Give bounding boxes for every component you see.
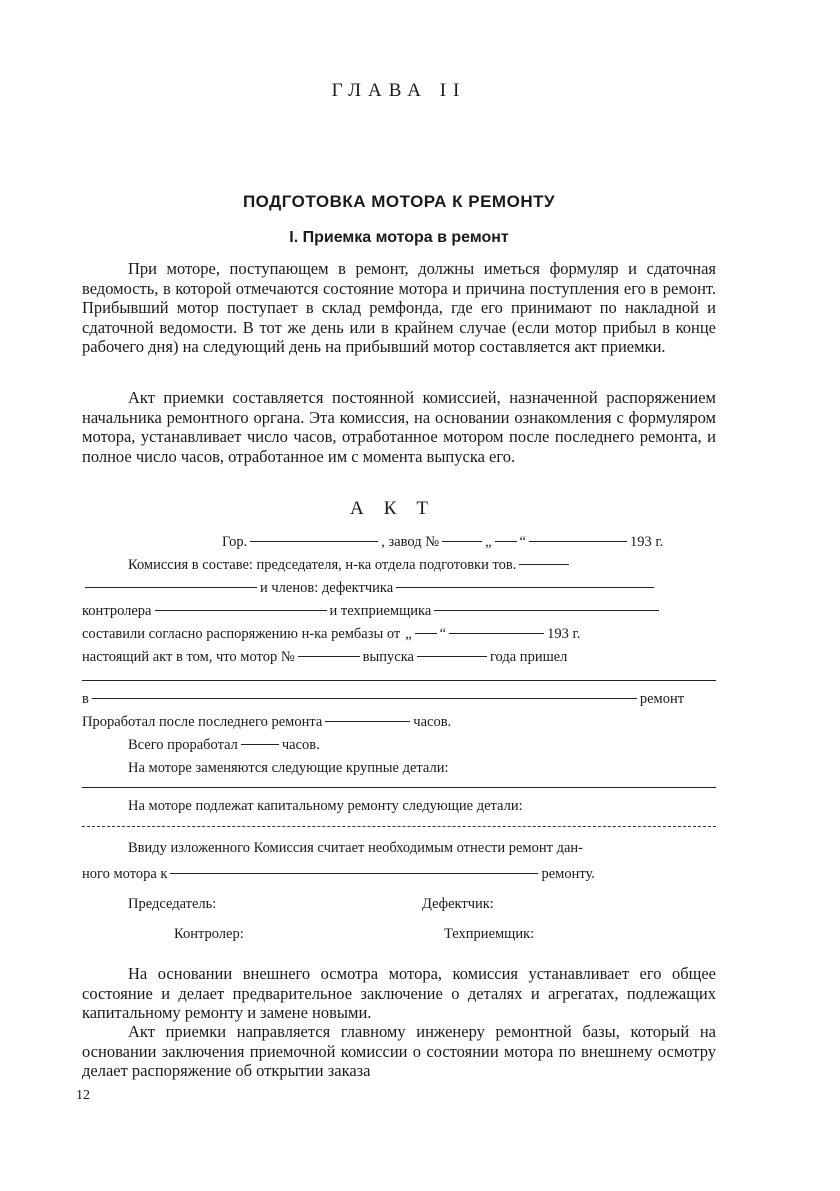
year-suffix: 193 г. <box>629 534 664 550</box>
akt-worked-total-line <box>128 737 320 754</box>
quote-close-2: “ <box>439 626 447 642</box>
repair-type-blank <box>170 872 538 874</box>
motor-number-blank <box>298 655 360 657</box>
form-rule-overhaul <box>82 826 716 827</box>
chairman-label: Председатель: <box>128 896 217 912</box>
akt-decision-line-2 <box>82 866 595 883</box>
hours-label: часов. <box>413 714 452 730</box>
akt-repair-line <box>82 691 684 708</box>
akt-decision-line <box>128 840 583 857</box>
quote-close: “ <box>519 534 526 550</box>
akt-city-label: Гор. <box>222 534 248 550</box>
paragraph-inspection: На основании внешнего осмотра мотора, комиссия устанавливает его общее состояние и делает предварительное заключение о деталях и агрегатах, подлежащих капитальному ремонту и замене новыми. <box>82 964 716 1022</box>
akt-replace-label: На моторе заменяются следующие крупные детали: <box>128 760 449 776</box>
paragraph-commission: Акт приемки составляется постоянной комиссией, назначенной распоряжением начальника ремонтного органа. Эта комиссия, на основании ознакомления с формуляром мотора, устанавливает число часов, отработанное мотором после последнего ремонта, и полное число часов, отработанное им с момента выпуска его. <box>82 388 716 466</box>
chairman-name-continuation-blank <box>85 586 257 588</box>
akt-members-label: и членов: дефектчика <box>260 580 394 596</box>
form-rule-replace <box>82 787 716 788</box>
akt-in-label: в <box>82 691 89 707</box>
akt-worked-after-label: Проработал после последнего ремонта <box>82 714 323 730</box>
akt-receiver-label: и техприемщика <box>329 603 432 619</box>
receiver-signature <box>444 926 534 943</box>
quote-open-2: „ <box>405 626 412 642</box>
page-number: 12 <box>76 1088 90 1103</box>
controller-sign-label: Контролер: <box>174 926 244 942</box>
hours-after-blank <box>325 720 410 722</box>
city-blank <box>250 540 378 542</box>
hours-label-2: часов. <box>281 737 320 753</box>
chapter-heading: ГЛАВА II <box>331 80 467 101</box>
month-blank <box>529 540 627 542</box>
receiver-sign-label: Техприемщик: <box>444 926 535 942</box>
akt-factory-label: , завод № <box>381 534 440 550</box>
akt-commission-line <box>128 557 572 574</box>
release-year-blank <box>417 655 487 657</box>
akt-decision-suffix: ремонту. <box>541 866 595 882</box>
akt-repair-label: ремонт <box>639 691 685 707</box>
akt-decision-label-part2: ного мотора к <box>82 866 168 882</box>
akt-members-line <box>82 580 657 597</box>
order-month-blank <box>449 632 544 634</box>
document-page <box>76 0 716 1191</box>
akt-compiled-line <box>82 626 580 643</box>
akt-worked-after-line <box>82 714 451 731</box>
defect-label: Дефектчик: <box>422 896 494 912</box>
defect-signature <box>422 896 494 913</box>
akt-heading: АКТ <box>350 498 448 519</box>
form-rule-arrival-continuation <box>82 680 716 681</box>
paragraph-chief-engineer: Акт приемки направляется главному инженеру ремонтной базы, который на основании заключения приемочной комиссии о состоянии мотора по внешнему осмотру делает распоряжение об открытии заказа <box>82 1022 716 1080</box>
section-title: ПОДГОТОВКА МОТОРА К РЕМОНТУ <box>242 192 556 211</box>
akt-release-label: выпуска <box>362 649 414 665</box>
subsection-title: I. Приемка мотора в ремонт <box>289 229 509 246</box>
chairman-name-blank <box>519 563 569 565</box>
akt-controller-label: контролера <box>82 603 152 619</box>
chairman-signature <box>128 896 216 913</box>
akt-controller-line <box>82 603 662 620</box>
akt-act-label: настоящий акт в том, что мотор № <box>82 649 295 665</box>
factory-number-blank <box>442 540 482 542</box>
akt-replace-line <box>128 760 449 777</box>
akt-overhaul-line <box>128 798 523 815</box>
akt-overhaul-label: На моторе подлежат капитальному ремонту следующие детали: <box>128 798 523 814</box>
akt-decision-label-part1: Ввиду изложенного Комиссия считает необходимым отнести ремонт дан- <box>128 840 583 856</box>
akt-city-line <box>222 534 663 551</box>
repair-destination-blank <box>92 697 637 699</box>
akt-worked-total-label: Всего проработал <box>128 737 238 753</box>
day-blank <box>495 540 517 542</box>
akt-compiled-label: составили согласно распоряжению н-ка рембазы от <box>82 626 401 642</box>
controller-signature <box>174 926 244 943</box>
akt-commission-label: Комиссия в составе: председателя, н-ка отдела подготовки тов. <box>128 557 517 573</box>
year-suffix-2: 193 г. <box>547 626 581 642</box>
controller-blank <box>155 609 327 611</box>
quote-open: „ <box>485 534 492 550</box>
akt-motor-line <box>82 649 567 666</box>
order-day-blank <box>415 632 437 634</box>
defect-inspector-blank <box>396 586 654 588</box>
akt-year-arrived-label: года пришел <box>489 649 568 665</box>
paragraph-receipt-requirements: При моторе, поступающем в ремонт, должны иметься формуляр и сдаточная ведомость, в которой отмечаются состояние мотора и причина поступления его в ремонт. Прибывший мотор поступает в склад ремфонда, где его принимают по накладной и сдаточной ведомости. В тот же день или в крайнем случае (если мотор прибыл в конце рабочего дня) на следующий день на прибывший мотор составляется акт приемки. <box>82 259 716 356</box>
receiver-blank <box>434 609 659 611</box>
hours-total-blank <box>241 743 279 745</box>
